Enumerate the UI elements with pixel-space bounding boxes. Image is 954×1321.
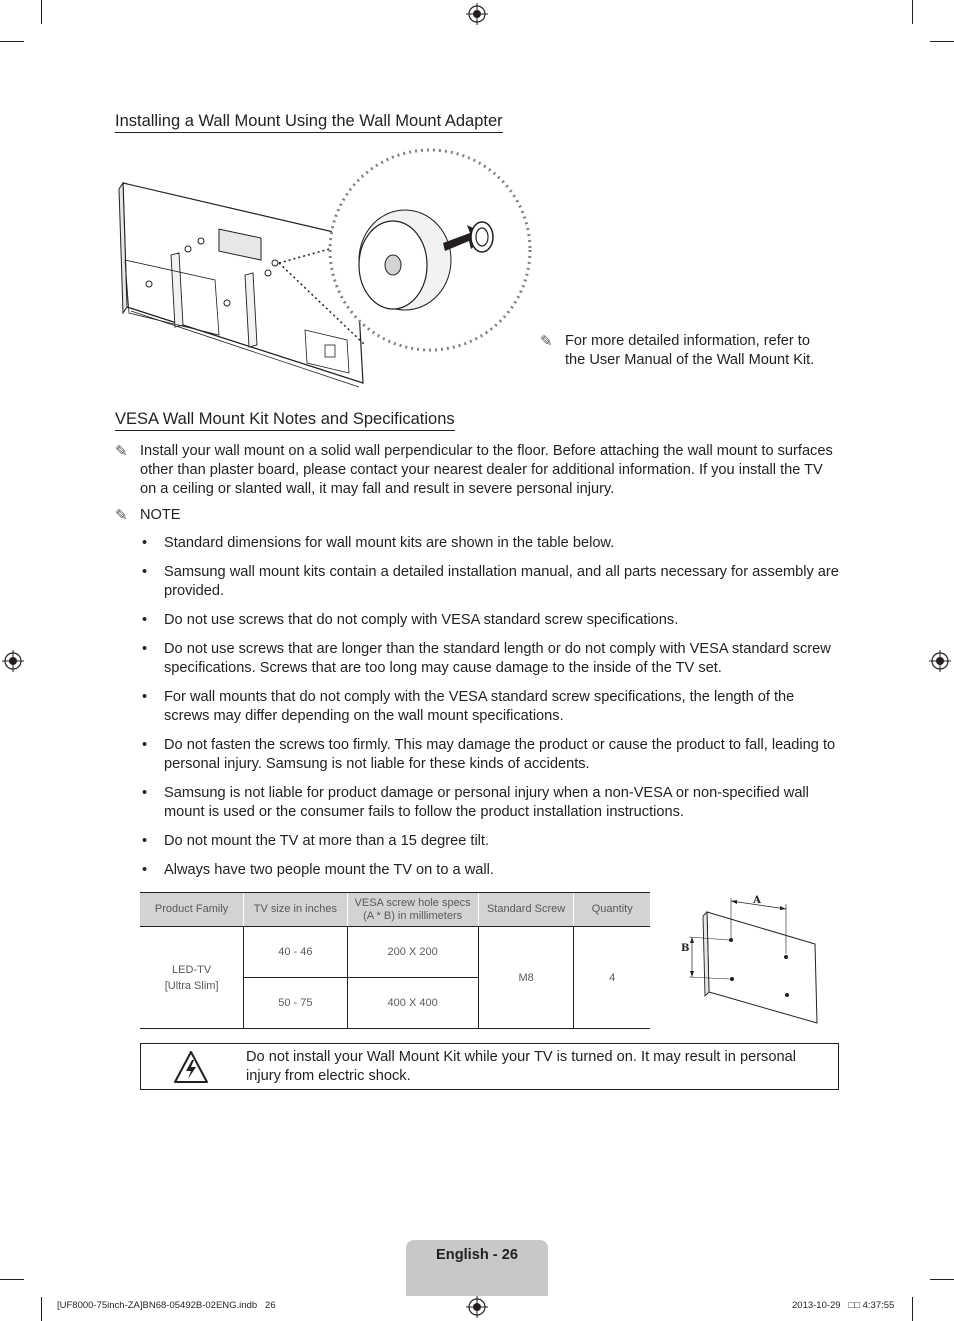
vesa-spec-table: [140, 892, 650, 1029]
table-row: [140, 927, 650, 978]
list-item: • Always have two people mount the TV on to a wall.: [140, 861, 840, 880]
header-standard-screw: Standard Screw: [478, 893, 574, 927]
cell-vesa: 200 X 200: [347, 927, 478, 978]
wall-mount-adapter-illustration: [115, 145, 540, 390]
cell-product-family: LED-TV [Ultra Slim]: [140, 927, 244, 1029]
header-quantity: Quantity: [574, 893, 650, 927]
list-item: • Do not use screws that do not comply with VESA standard screw specifications.: [140, 611, 840, 630]
wall-mount-kit-note: ✎ For more detailed information, refer to the User Manual of the Wall Mount Kit.: [540, 333, 815, 368]
section-heading-wall-mount-adapter: Installing a Wall Mount Using the Wall Mount Adapter: [115, 112, 503, 133]
vesa-intro-note: [115, 442, 840, 499]
list-item: • Samsung wall mount kits contain a detailed installation manual, and all parts necessary for assembly are provided.: [140, 563, 840, 601]
list-item: • Standard dimensions for wall mount kits are shown in the table below.: [140, 534, 840, 553]
pencil-note-icon: ✎: [115, 443, 128, 460]
dimension-label-b: B: [681, 943, 690, 954]
list-item: • Do not fasten the screws too firmly. This may damage the product or cause the product to fall, leading to personal injury. Samsung is not liable for these kinds of accidents.: [140, 736, 840, 774]
pencil-note-icon: ✎: [115, 507, 128, 524]
vesa-dimension-diagram: [675, 888, 825, 1028]
table-header-row: [140, 893, 650, 927]
warning-text: Do not install your Wall Mount Kit while your TV is turned on. It may result in personal injury from electric shock.: [246, 1049, 796, 1084]
note-label: NOTE: [140, 507, 181, 523]
note-label-row: [115, 506, 315, 525]
section-heading-vesa-notes: VESA Wall Mount Kit Notes and Specifications: [115, 410, 455, 431]
cell-tv-size: 40 - 46: [244, 927, 347, 978]
registration-mark-icon: [929, 650, 951, 672]
list-item: • For wall mounts that do not comply with the VESA standard screw specifications, the length of the screws may differ depending on the wall mount specifications.: [140, 688, 840, 726]
registration-mark-icon: [2, 650, 24, 672]
vesa-notes-list: [140, 534, 840, 890]
header-vesa-specs: VESA screw hole specs (A * B) in millimeters: [347, 893, 478, 927]
page-number-tab: [406, 1240, 548, 1296]
dimension-label-a: A: [753, 895, 761, 906]
footer-timestamp: 2013-10-29 □□ 4:37:55: [792, 1300, 895, 1311]
cell-tv-size: 50 - 75: [244, 978, 347, 1029]
header-product-family: Product Family: [140, 893, 244, 927]
cell-standard-screw: M8: [478, 927, 574, 1029]
cell-quantity: 4: [574, 927, 650, 1029]
list-item: • Samsung is not liable for product damage or personal injury when a non-VESA or non-specified wall mount is used or the consumer fails to follow the product installation instructions.: [140, 784, 840, 822]
vesa-intro-text: Install your wall mount on a solid wall perpendicular to the floor. Before attaching the wall mount to surfaces other than plaster board, please contact your nearest dealer for additional information. If you install the TV on a ceiling or slanted wall, it may fall and result in severe personal injury.: [140, 443, 833, 497]
electric-shock-warning-icon: [173, 1050, 209, 1084]
registration-mark-icon: [466, 1296, 488, 1318]
pencil-note-icon: ✎: [540, 333, 553, 350]
list-item: • Do not use screws that are longer than the standard length or do not comply with VESA standard screw specifications. Screws that are too long may cause damage to the inside of the TV set.: [140, 640, 840, 678]
footer-file-info: [UF8000-75inch-ZA]BN68-05492B-02ENG.indb 26: [57, 1300, 276, 1311]
electric-shock-warning-box: [140, 1043, 839, 1090]
page-number-label: English - 26: [436, 1247, 518, 1263]
registration-mark-icon: [466, 3, 488, 25]
header-tv-size: TV size in inches: [244, 893, 347, 927]
list-item: • Do not mount the TV at more than a 15 degree tilt.: [140, 832, 840, 851]
cell-vesa: 400 X 400: [347, 978, 478, 1029]
